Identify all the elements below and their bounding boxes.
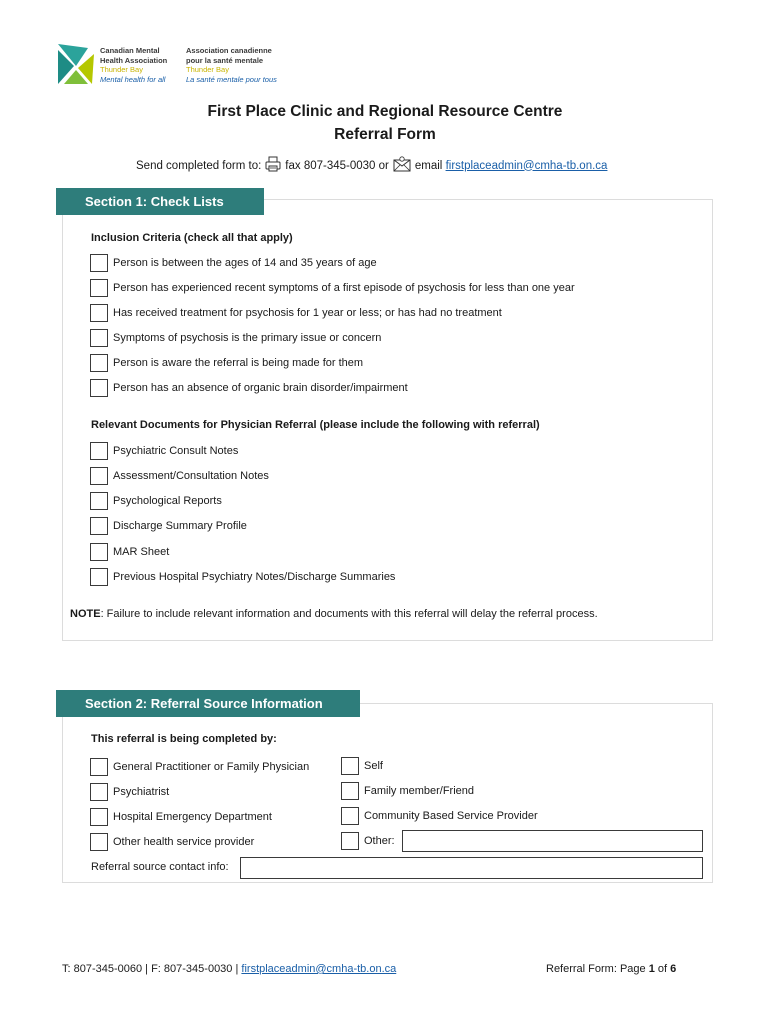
footer-page-number — [546, 963, 676, 975]
footer-phone-fax: T: 807-345-0060 | F: 807-345-0030 | — [62, 963, 239, 975]
document-item[interactable] — [90, 516, 247, 536]
logo-fr-city: Thunder Bay — [186, 65, 229, 74]
document-item[interactable] — [90, 466, 269, 486]
page-prefix: Referral Form: Page — [546, 963, 646, 975]
document-item-label: MAR Sheet — [113, 546, 170, 558]
inclusion-item-label: Person is between the ages of 14 and 35 years of age — [113, 257, 377, 269]
document-item-label: Previous Hospital Psychiatry Notes/Discharge Summaries — [113, 571, 396, 583]
note-text — [70, 608, 598, 620]
footer-contact — [62, 963, 396, 975]
checkbox[interactable] — [90, 304, 108, 322]
source-option-other[interactable] — [341, 831, 395, 851]
checkbox[interactable] — [90, 254, 108, 272]
source-option-hospital-ed[interactable] — [90, 807, 272, 827]
source-option-self[interactable] — [341, 756, 383, 776]
document-item-label: Discharge Summary Profile — [113, 520, 247, 532]
section-1-header: Section 1: Check Lists — [56, 188, 264, 215]
completed-by-heading: This referral is being completed by: — [91, 733, 277, 745]
checkbox[interactable] — [90, 808, 108, 826]
form-title: First Place Clinic and Regional Resource Centre — [207, 103, 563, 120]
logo-en-city: Thunder Bay — [100, 65, 143, 74]
checkbox[interactable] — [90, 442, 108, 460]
document-item-label: Assessment/Consultation Notes — [113, 470, 269, 482]
checkbox[interactable] — [90, 517, 108, 535]
inclusion-item[interactable] — [90, 328, 381, 348]
checkbox[interactable] — [341, 807, 359, 825]
source-option-label: Hospital Emergency Department — [113, 811, 272, 823]
checkbox[interactable] — [341, 832, 359, 850]
fax-icon — [265, 156, 281, 175]
logo-french-text — [186, 46, 277, 84]
logo-en-tagline: Mental health for all — [100, 74, 166, 84]
checkbox[interactable] — [341, 782, 359, 800]
checkbox[interactable] — [90, 568, 108, 586]
note-body: : Failure to include relevant information and documents with this referral will delay the referral process. — [100, 608, 598, 620]
email-link[interactable]: firstplaceadmin@cmha-tb.on.ca — [445, 159, 608, 172]
email-label: email — [414, 159, 443, 172]
document-item[interactable] — [90, 567, 395, 587]
inclusion-item-label: Person is aware the referral is being made for them — [113, 357, 364, 369]
logo-fr-tagline: La santé mentale pour tous — [186, 74, 277, 84]
inclusion-item-label: Person has an absence of organic brain disorder/impairment — [113, 382, 408, 394]
checkbox[interactable] — [90, 833, 108, 851]
source-option-community[interactable] — [341, 806, 538, 826]
documents-heading: Relevant Documents for Physician Referral (please include the following with referral) — [91, 419, 540, 431]
source-option-label: Other health service provider — [113, 836, 255, 848]
inclusion-item[interactable] — [90, 353, 363, 373]
source-option-label: Community Based Service Provider — [364, 810, 538, 822]
document-item[interactable] — [90, 542, 169, 562]
checkbox[interactable] — [90, 279, 108, 297]
checkbox[interactable] — [90, 379, 108, 397]
inclusion-item-label: Has received treatment for psychosis for 1 year or less; or has had no treatment — [113, 307, 502, 319]
checkbox[interactable] — [90, 467, 108, 485]
document-item[interactable] — [90, 441, 238, 461]
document-item-label: Psychiatric Consult Notes — [113, 445, 239, 457]
source-option-label: Self — [364, 760, 383, 772]
logo-english-text — [100, 46, 167, 84]
inclusion-item[interactable] — [90, 303, 502, 323]
other-source-field[interactable] — [402, 830, 703, 852]
source-option-label: General Practitioner or Family Physician — [113, 761, 310, 773]
checkbox[interactable] — [90, 758, 108, 776]
checkbox[interactable] — [90, 329, 108, 347]
section-2-header: Section 2: Referral Source Information — [56, 690, 360, 717]
logo-en-line1: Canadian Mental — [100, 46, 160, 55]
checkbox[interactable] — [90, 354, 108, 372]
logo-en-line2: Health Association — [100, 55, 168, 65]
contact-info-label: Referral source contact info: — [91, 861, 229, 873]
logo-fr-line2: pour la santé mentale — [186, 55, 264, 65]
document-item[interactable] — [90, 491, 222, 511]
footer-email-link[interactable]: firstplaceadmin@cmha-tb.on.ca — [241, 963, 397, 975]
inclusion-criteria-heading: Inclusion Criteria (check all that apply) — [91, 232, 293, 244]
send-instructions — [136, 156, 607, 175]
source-option-label: Other: — [364, 835, 395, 847]
inclusion-item-label: Symptoms of psychosis is the primary issue or concern — [113, 332, 382, 344]
inclusion-item[interactable] — [90, 253, 377, 273]
source-option-label: Family member/Friend — [364, 785, 475, 797]
contact-info-field[interactable] — [240, 857, 703, 879]
form-subtitle: Referral Form — [334, 126, 436, 143]
cmha-logo — [58, 44, 288, 88]
inclusion-item-label: Person has experienced recent symptoms of a first episode of psychosis for less than one year — [113, 282, 575, 294]
source-option-label: Psychiatrist — [113, 786, 170, 798]
source-option-family[interactable] — [341, 781, 474, 801]
note-label: NOTE — [70, 608, 101, 620]
page-total: 6 — [670, 963, 677, 975]
email-icon — [393, 156, 411, 175]
logo-fr-line1: Association canadienne — [186, 46, 272, 55]
page-current: 1 — [648, 963, 655, 975]
source-option-psychiatrist[interactable] — [90, 782, 169, 802]
checkbox[interactable] — [90, 543, 108, 561]
checkbox[interactable] — [90, 492, 108, 510]
send-prefix: Send completed form to: — [136, 159, 262, 172]
cmha-logo-icon — [58, 44, 94, 84]
source-option-gp[interactable] — [90, 757, 309, 777]
checkbox[interactable] — [341, 757, 359, 775]
fax-number: fax 807-345-0030 or — [285, 159, 389, 172]
inclusion-item[interactable] — [90, 278, 575, 298]
inclusion-item[interactable] — [90, 378, 408, 398]
checkbox[interactable] — [90, 783, 108, 801]
document-item-label: Psychological Reports — [113, 495, 222, 507]
source-option-other-provider[interactable] — [90, 832, 254, 852]
page-of: of — [657, 963, 668, 975]
